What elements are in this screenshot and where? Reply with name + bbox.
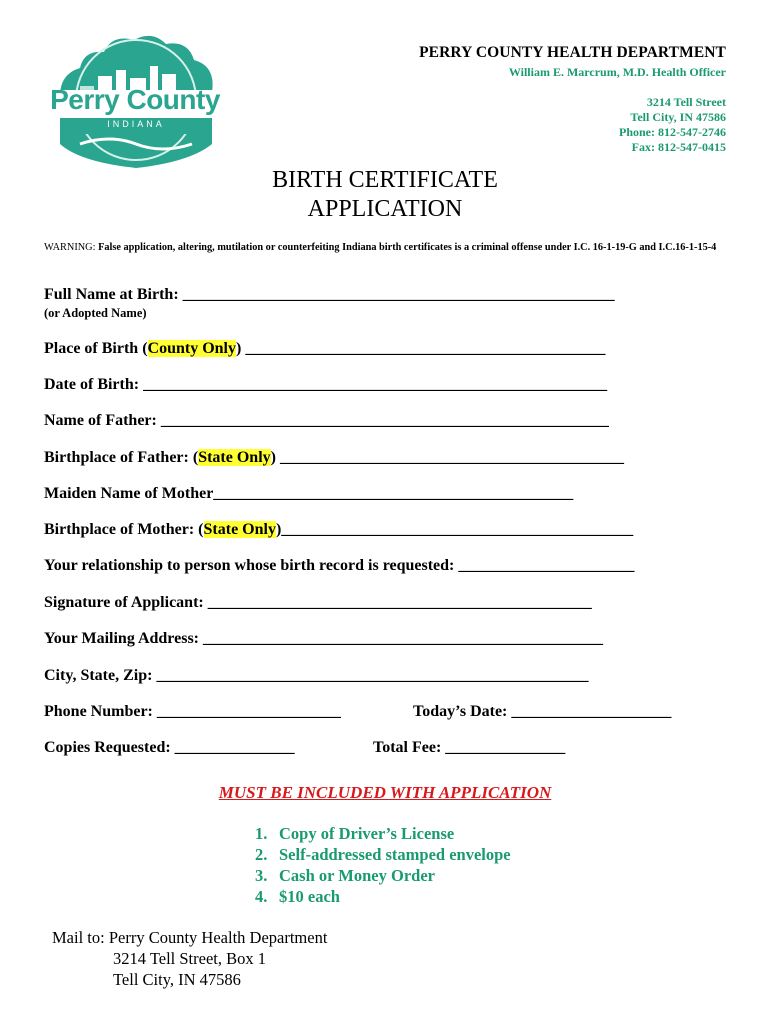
city-state-zip-field[interactable]: City, State, Zip: ______________________________________________________ bbox=[44, 667, 589, 684]
birthplace-mother-label: Birthplace of Mother: ( bbox=[44, 521, 204, 538]
department-address bbox=[619, 95, 726, 155]
title-line-1: BIRTH CERTIFICATE bbox=[272, 167, 498, 193]
list-item: 2. Self-addressed stamped envelope bbox=[255, 845, 511, 864]
county-only-highlight: County Only bbox=[147, 340, 236, 357]
requirements-heading: MUST BE INCLUDED WITH APPLICATION bbox=[218, 783, 552, 802]
adopted-name-note: (or Adopted Name) bbox=[44, 306, 147, 320]
warning-text: False application, altering, mutilation or counterfeiting Indiana birth certificates is a criminal offense under I.C. 16-1-19-G and I.C.16-1-15-4 bbox=[98, 242, 717, 253]
mail-to-block bbox=[52, 927, 327, 990]
form-title bbox=[0, 166, 770, 224]
name-of-father-field[interactable]: Name of Father: ________________________________________________________ bbox=[44, 412, 609, 429]
mail-to-label: Mail to: bbox=[52, 928, 109, 947]
health-officer: William E. Marcrum, M.D. Health Officer bbox=[508, 65, 726, 79]
title-line-2: APPLICATION bbox=[307, 196, 463, 222]
place-of-birth-label: Place of Birth ( bbox=[44, 340, 148, 357]
date-of-birth-field[interactable]: Date of Birth: __________________________________________________________ bbox=[44, 376, 608, 393]
full-name-field[interactable]: Full Name at Birth: ______________________________________________________ bbox=[44, 286, 615, 303]
list-item: 3. Cash or Money Order bbox=[255, 866, 435, 885]
address-street: 3214 Tell Street bbox=[646, 95, 726, 109]
list-item: 4. $10 each bbox=[255, 887, 340, 906]
warning-notice bbox=[44, 238, 726, 257]
maiden-name-mother-field[interactable]: Maiden Name of Mother_____________________________________________ bbox=[44, 485, 574, 502]
birthplace-mother-line: )____________________________________________ bbox=[275, 521, 634, 538]
birthplace-father-field[interactable] bbox=[44, 448, 624, 468]
total-fee-field[interactable]: Total Fee: _______________ bbox=[373, 739, 566, 756]
list-item: 1. Copy of Driver’s License bbox=[255, 824, 455, 843]
state-only-highlight-mother: State Only bbox=[203, 521, 276, 538]
relationship-field[interactable]: Your relationship to person whose birth record is requested: ______________________ bbox=[44, 557, 635, 574]
state-only-highlight-father: State Only bbox=[198, 449, 271, 466]
logo-name: Perry County bbox=[50, 84, 220, 115]
address-city: Tell City, IN 47586 bbox=[630, 110, 726, 124]
birthplace-father-label: Birthplace of Father: ( bbox=[44, 449, 199, 466]
address-phone: Phone: 812-547-2746 bbox=[619, 125, 726, 139]
logo-state: INDIANA bbox=[107, 119, 165, 129]
copies-requested-field[interactable]: Copies Requested: _______________ bbox=[44, 739, 295, 756]
mail-to-line-3: Tell City, IN 47586 bbox=[113, 970, 241, 989]
signature-field[interactable]: Signature of Applicant: ________________________________________________ bbox=[44, 594, 592, 611]
place-of-birth-line: ) _____________________________________________ bbox=[236, 340, 606, 357]
warning-prefix: WARNING: bbox=[44, 242, 99, 253]
mail-to-line-2: 3214 Tell Street, Box 1 bbox=[113, 949, 266, 968]
perry-county-logo bbox=[40, 26, 230, 171]
address-fax: Fax: 812-547-0415 bbox=[631, 140, 726, 154]
mail-to-line-1: Perry County Health Department bbox=[108, 928, 328, 947]
todays-date-field[interactable]: Today’s Date: ____________________ bbox=[413, 703, 672, 720]
place-of-birth-field[interactable] bbox=[44, 339, 605, 359]
mailing-address-field[interactable]: Your Mailing Address: __________________________________________________ bbox=[44, 630, 603, 647]
birthplace-mother-field[interactable] bbox=[44, 520, 633, 540]
phone-number-field[interactable]: Phone Number: _______________________ bbox=[44, 703, 341, 720]
birthplace-father-line: ) ___________________________________________ bbox=[270, 449, 624, 466]
department-name: PERRY COUNTY HEALTH DEPARTMENT bbox=[419, 44, 726, 61]
requirements-list bbox=[255, 823, 511, 907]
department-header bbox=[419, 44, 726, 80]
